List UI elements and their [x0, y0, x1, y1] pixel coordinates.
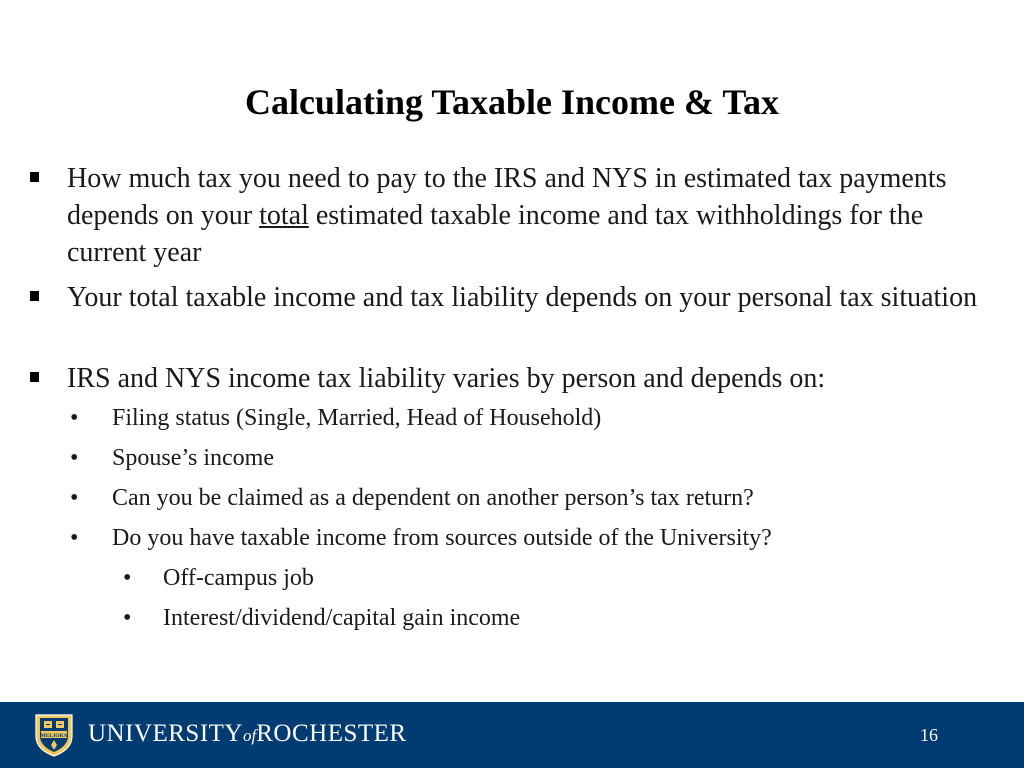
round-bullet-icon: • — [70, 405, 79, 431]
sub-bullet-text: Filing status (Single, Married, Head of Household) — [112, 405, 602, 431]
sub-bullet-dependent — [70, 482, 992, 514]
page-number: 16 — [920, 725, 938, 745]
sub-bullet-filing-status — [70, 402, 992, 434]
sub-bullet-text: Spouse’s income — [112, 445, 274, 471]
bullet-text-post: estimated taxable income and tax withholdings for the current year — [67, 200, 924, 268]
footer-bar — [0, 702, 1024, 768]
square-bullet-icon — [30, 291, 39, 301]
bullet-text: IRS and NYS income tax liability varies by person and depends on: — [67, 363, 826, 394]
round-bullet-icon: • — [123, 605, 132, 631]
wordmark-university: UNIVERSITY — [88, 720, 243, 747]
bullet-estimated-tax — [67, 160, 987, 271]
round-bullet-icon: • — [70, 445, 79, 471]
bullet-taxable-income — [67, 279, 987, 316]
slide-title: Calculating Taxable Income & Tax — [244, 82, 780, 122]
square-bullet-icon — [30, 172, 39, 182]
university-wordmark — [88, 719, 407, 751]
sub-bullet-outside-income — [70, 522, 992, 554]
subsub-bullet-text: Interest/dividend/capital gain income — [163, 605, 521, 631]
round-bullet-icon: • — [123, 565, 132, 591]
wordmark-of: of — [243, 726, 257, 745]
bullet-tax-liability — [67, 360, 987, 397]
subsub-bullet-off-campus-job — [123, 562, 983, 594]
university-seal-icon — [32, 712, 76, 758]
seal-motto: MELIORA — [40, 732, 68, 739]
subsub-bullet-investment-income — [123, 602, 983, 634]
wordmark-rochester: ROCHESTER — [256, 720, 407, 747]
sub-bullet-spouse-income — [70, 442, 992, 474]
square-bullet-icon — [30, 372, 39, 382]
bullet-text: Your total taxable income and tax liability depends on your personal tax situation — [67, 282, 978, 313]
sub-bullet-text: Can you be claimed as a dependent on another person’s tax return? — [112, 485, 754, 511]
round-bullet-icon: • — [70, 525, 79, 551]
sub-bullet-text: Do you have taxable income from sources outside of the University? — [112, 525, 772, 551]
subsub-bullet-text: Off-campus job — [163, 565, 314, 591]
bullet-text-pre: How much tax you need to pay to the IRS and NYS in estimated tax payments depends on your — [67, 163, 947, 231]
bullet-text-underlined: total — [259, 200, 309, 231]
round-bullet-icon: • — [70, 485, 79, 511]
